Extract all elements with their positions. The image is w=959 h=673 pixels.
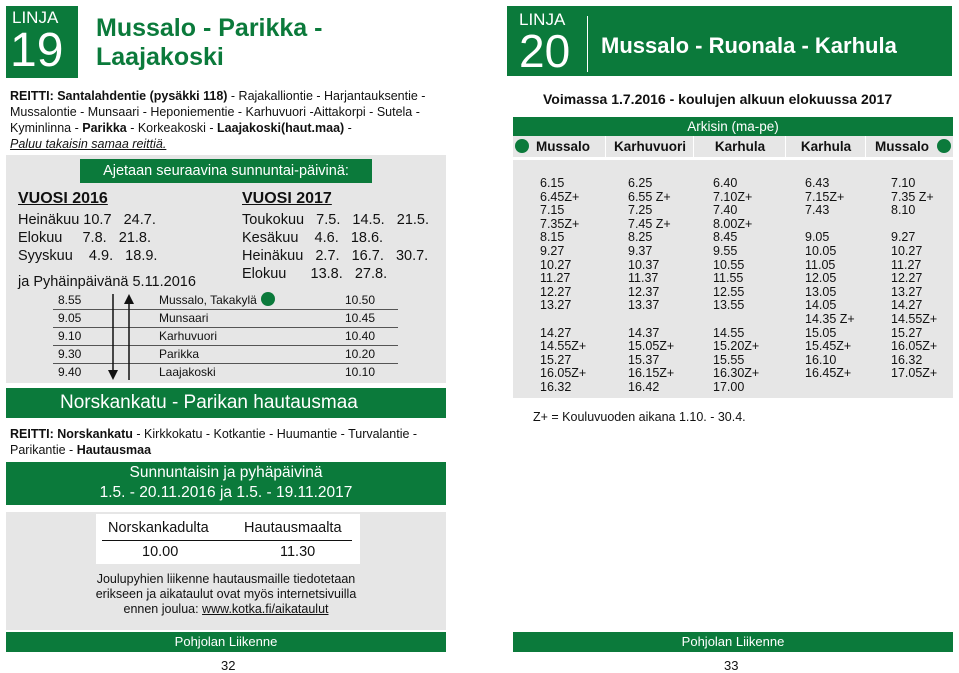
timetable-row: 9.10 Karhuvuori 10.40 <box>53 328 398 346</box>
departure-time: 7.35Z+ <box>540 216 580 231</box>
timetable-row: 9.30 Parikka 10.20 <box>53 346 398 364</box>
departure-time: 12.27 <box>540 284 572 299</box>
departure-time: 11.27 <box>540 271 571 286</box>
timetable-row: 9.05 Munsaari 10.45 <box>53 310 398 328</box>
departure-time: 13.27 <box>891 284 923 299</box>
route-header-bar: LINJA 20 Mussalo - Ruonala - Karhula <box>507 6 952 76</box>
weekday-bar: Arkisin (ma-pe) <box>513 117 953 136</box>
departure-time: 12.05 <box>805 271 837 286</box>
departure-time: 16.32 <box>540 379 572 394</box>
run-days-header: Ajetaan seuraavina sunnuntai-päivinä: <box>80 159 372 183</box>
departure-time <box>805 381 855 395</box>
departure-time: 13.05 <box>805 284 837 299</box>
header-divider <box>587 16 588 72</box>
departure-time: 15.45Z+ <box>805 339 852 354</box>
departure-time: 10.27 <box>540 257 572 272</box>
departure-time: 10.55 <box>713 257 745 272</box>
departure-time: 10.37 <box>628 257 660 272</box>
departure-time: 16.15Z+ <box>628 366 675 381</box>
departure-time: 11.27 <box>891 257 922 272</box>
departure-time: 7.45 Z+ <box>628 216 671 231</box>
departure-time: 7.40 <box>713 203 738 218</box>
departure-time: 12.27 <box>891 271 923 286</box>
departure-time: 8.15 <box>540 230 565 245</box>
departure-time: 15.55 <box>713 352 745 367</box>
departure-time: 14.55Z+ <box>891 311 938 326</box>
departure-time <box>891 218 937 232</box>
departure-time: 15.27 <box>891 325 923 340</box>
departure-time: 6.45Z+ <box>540 189 580 204</box>
departure-time: 7.35 Z+ <box>891 189 934 204</box>
departure-time: 8.00Z+ <box>713 216 753 231</box>
linja-badge <box>6 6 78 78</box>
section-title-bar: Norskankatu - Parikan hautausmaa <box>6 388 446 418</box>
departure-time: 14.05 <box>805 298 837 313</box>
page-number: 33 <box>724 658 739 673</box>
linja-number: 19 <box>10 24 64 77</box>
departure-time: 9.05 <box>805 230 830 245</box>
departure-time: 13.55 <box>713 298 745 313</box>
departure-time: 14.55Z+ <box>540 339 587 354</box>
departure-time: 12.55 <box>713 284 745 299</box>
timetable-column <box>805 177 855 395</box>
departure-time: 9.27 <box>540 243 565 258</box>
terminus-dot-icon <box>937 139 951 153</box>
departure-time: 9.27 <box>891 230 916 245</box>
departure-time: 6.40 <box>713 176 738 190</box>
timetable-row: 9.40 Laajakoski 10.10 <box>58 365 376 379</box>
vuosi-2016-block: VUOSI 2016 Heinäkuu 10.7 24.7. Elokuu 7.8. 21.8. Syyskuu 4.9. 18.9. ja Pyhäinpäivänä 5.11.2016 <box>18 190 196 290</box>
timetable-column <box>628 177 674 395</box>
departure-time: 15.05Z+ <box>628 339 675 354</box>
departure-time: 15.20Z+ <box>713 339 760 354</box>
divider <box>102 540 352 541</box>
timetable-column <box>713 177 759 395</box>
departure-time: 7.25 <box>628 203 653 218</box>
departure-time: 8.45 <box>713 230 738 245</box>
vuosi-2017-block: VUOSI 2017 Toukokuu 7.5. 14.5. 21.5. Kesäkuu 4.6. 18.6. Heinäkuu 2.7. 16.7. 30.7. Elokuu 13.8. 27.8. <box>242 190 430 282</box>
departure-time <box>540 313 586 327</box>
departure-time: 14.27 <box>540 325 572 340</box>
departure-time: 12.37 <box>628 284 660 299</box>
route-description: REITTI: Santalahdentie (pysäkki 118) - Rajakalliontie - Harjantauksentie - Mussalontie - Munsaari - Heponiementie - Karhuvuori -Aittakorpi - Sutela - Kyminlinna - Parikka - Korkeakoski - Laajakoski(haut.maa) - Paluu takaisin samaa reittiä. <box>10 89 426 151</box>
departure-time: 16.45Z+ <box>805 366 852 381</box>
christmas-note: Joulupyhien liikenne hautausmaille tiedotetaan erikseen ja aikataulut ovat myös internetsivuilla ennen joulua: www.kotka.fi/aikataulut <box>95 572 357 616</box>
departure-time: 7.15Z+ <box>805 189 845 204</box>
departure-time: 6.43 <box>805 176 830 190</box>
departure-time: 8.25 <box>628 230 653 245</box>
timetable-row: 8.55 Mussalo, Takakylä 10.50 <box>53 292 398 310</box>
departure-time: 7.43 <box>805 203 830 218</box>
departure-time: 7.10Z+ <box>713 189 753 204</box>
departure-time: 16.05Z+ <box>540 366 587 381</box>
departure-time: 11.55 <box>713 271 744 286</box>
cemetery-timetable: Norskankadulta Hautausmaalta 10.00 11.30 <box>96 514 360 564</box>
departure-time: 7.10 <box>891 176 916 190</box>
departure-time <box>805 218 855 232</box>
departure-time: 14.37 <box>628 325 660 340</box>
departure-time: 11.05 <box>805 257 836 272</box>
departure-time <box>891 381 937 395</box>
departure-time: 6.55 Z+ <box>628 189 671 204</box>
operator-bar: Pohjolan Liikenne <box>6 632 446 652</box>
departure-time: 14.35 Z+ <box>805 311 855 326</box>
departure-time: 7.15 <box>540 203 565 218</box>
departure-time: 16.10 <box>805 352 837 367</box>
validity-text: Voimassa 1.7.2016 - koulujen alkuun elokuussa 2017 <box>543 91 893 107</box>
departure-time: 16.30Z+ <box>713 366 760 381</box>
departure-time: 8.10 <box>891 203 916 218</box>
departure-time: 15.37 <box>628 352 660 367</box>
departure-time: 9.37 <box>628 243 653 258</box>
departure-time: 6.15 <box>540 176 565 190</box>
departure-time: 14.27 <box>891 298 923 313</box>
route-title: Mussalo - Parikka - Laajakoski <box>96 14 323 71</box>
timetable-column <box>540 177 586 395</box>
departure-time: 16.42 <box>628 379 660 394</box>
column-header-row: Mussalo Karhuvuori Karhula Karhula Mussalo <box>513 136 953 157</box>
route-title: Mussalo - Ruonala - Karhula <box>601 33 897 58</box>
departure-time: 10.05 <box>805 243 837 258</box>
return-note: Paluu takaisin samaa reittiä. <box>10 137 167 151</box>
departure-time: 14.55 <box>713 325 745 340</box>
departure-time: 10.27 <box>891 243 923 258</box>
departure-time: 16.05Z+ <box>891 339 938 354</box>
timetable-link[interactable]: www.kotka.fi/aikataulut <box>202 602 329 616</box>
page-number: 32 <box>221 658 236 673</box>
departure-time: 15.05 <box>805 325 837 340</box>
terminus-dot-icon <box>515 139 529 153</box>
direction-arrows-icon <box>105 292 135 382</box>
departure-time: 17.00 <box>713 379 745 394</box>
terminus-dot-icon <box>261 292 275 306</box>
departure-time: 13.37 <box>628 298 660 313</box>
operator-bar: Pohjolan Liikenne <box>513 632 953 652</box>
departure-time: 17.05Z+ <box>891 366 938 381</box>
departure-time <box>713 313 759 327</box>
departure-time: 15.27 <box>540 352 572 367</box>
departure-time: 13.27 <box>540 298 572 313</box>
timetable-column <box>891 177 937 395</box>
departure-time: 11.37 <box>628 271 659 286</box>
linja-label: LINJA <box>12 8 59 27</box>
departure-time: 16.32 <box>891 352 923 367</box>
departure-time: 6.25 <box>628 176 653 190</box>
footnote: Z+ = Kouluvuoden aikana 1.10. - 30.4. <box>533 410 746 424</box>
sunday-validity-bar: Sunnuntaisin ja pyhäpäivinä 1.5. - 20.11.2016 ja 1.5. - 19.11.2017 <box>6 462 446 505</box>
departure-time <box>628 313 674 327</box>
left-page <box>0 0 452 672</box>
route2-description: REITTI: Norskankatu - Kirkkokatu - Kotkantie - Huumantie - Turvalantie - Parikantie - Hautausmaa <box>10 427 418 457</box>
right-page <box>507 0 959 672</box>
departure-time: 9.55 <box>713 243 738 258</box>
